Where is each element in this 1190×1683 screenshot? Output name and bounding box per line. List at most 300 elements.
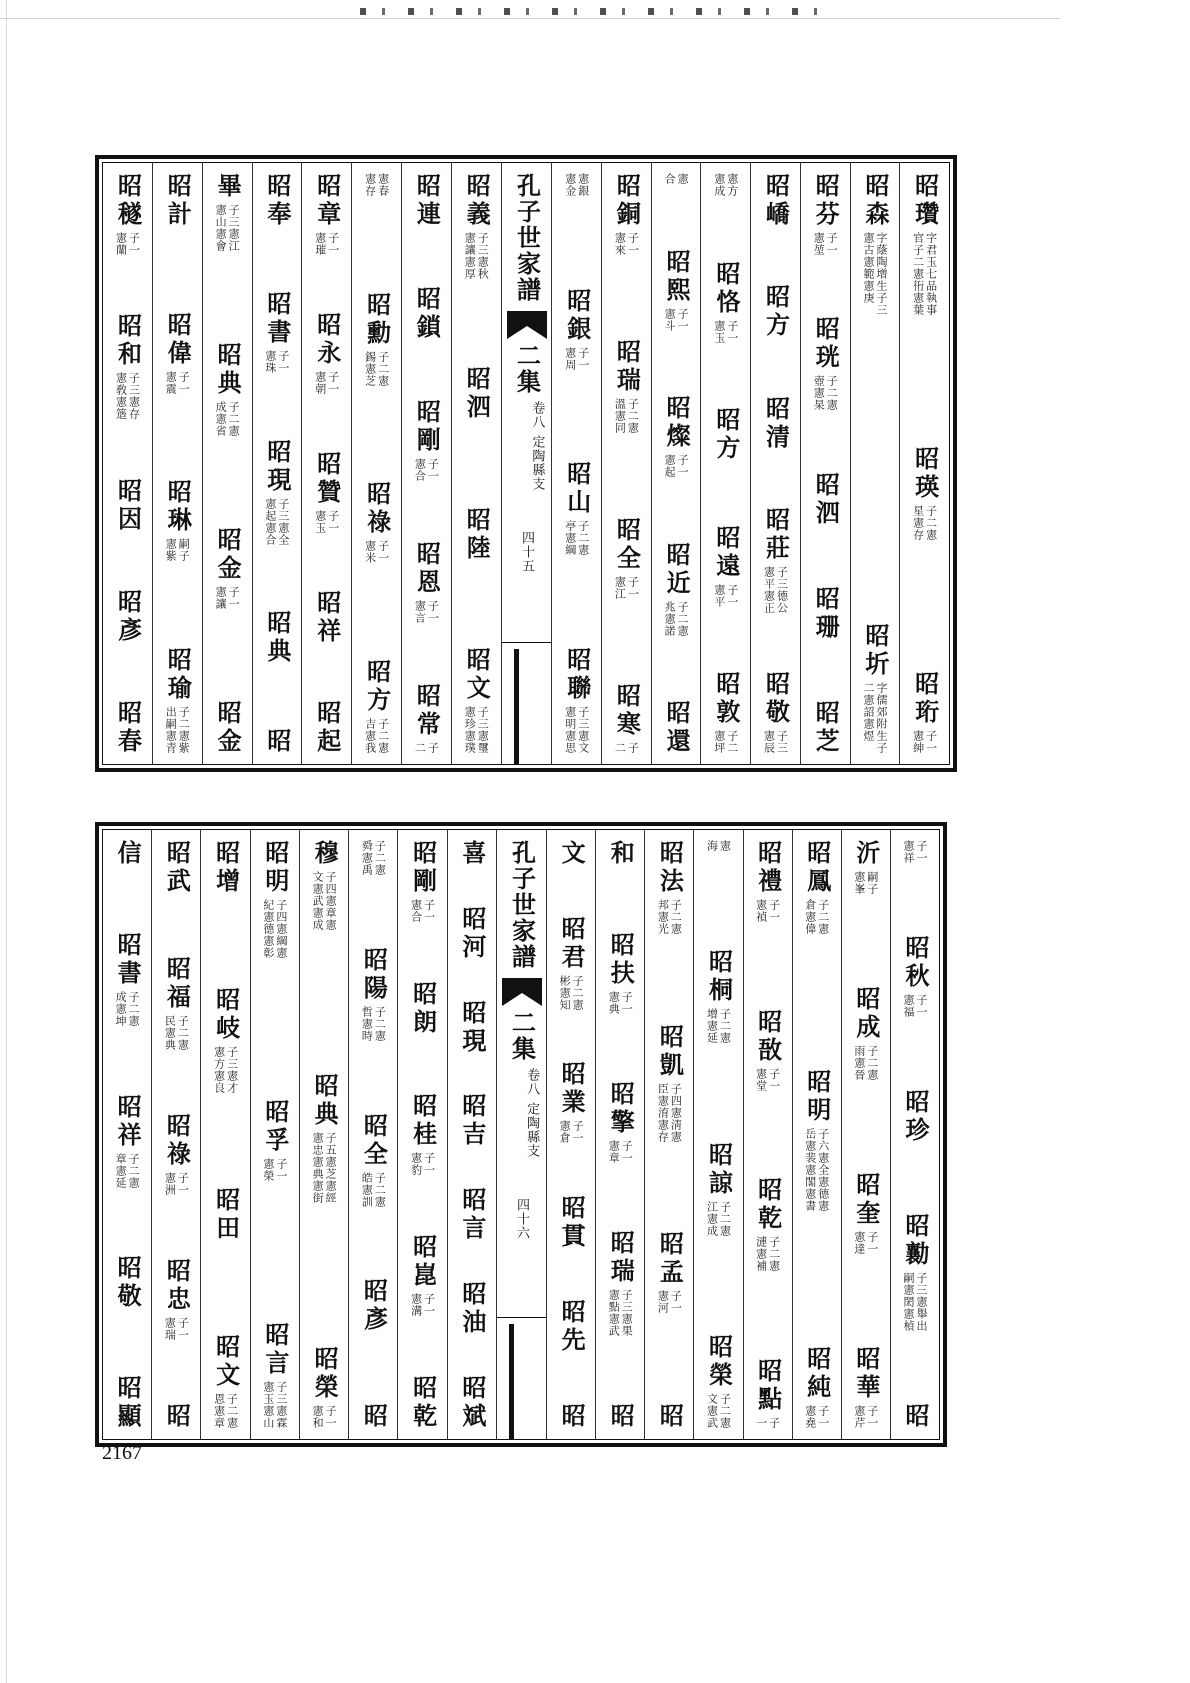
person-note: 憲銀憲金: [563, 173, 590, 197]
genealogy-entry: [264, 291, 290, 376]
person-name: 昭瑞: [612, 339, 642, 395]
person-name: 昭寒: [612, 683, 642, 739]
person-name: 昭全: [359, 1112, 389, 1169]
genealogy-entry: [359, 1278, 389, 1335]
genealogy-entry: [761, 173, 791, 229]
person-note: 子二憲增憲延: [705, 1008, 732, 1045]
genealogy-entry: [462, 646, 492, 756]
person-name: 昭典: [213, 342, 243, 398]
genealogy-entry: [862, 173, 888, 318]
person-name: 昭桂: [408, 1093, 438, 1149]
person-name: 昭恩: [412, 541, 442, 597]
person-name: 昭榮: [704, 1333, 734, 1390]
person-name: 昭章: [312, 173, 342, 229]
genealogy-entry: [113, 477, 143, 534]
genealogy-entry: [704, 1141, 734, 1239]
genealogy-entry: [457, 1187, 487, 1244]
genealogy-entry: [359, 946, 389, 1044]
person-note: 子二憲恩憲章: [212, 1393, 239, 1429]
person-note: 子二憲成憲省: [214, 401, 241, 437]
entry-column: [700, 163, 750, 764]
genealogy-entry: [360, 840, 386, 878]
person-note: 嗣子憲紫: [164, 538, 191, 563]
person-name: 昭敦: [711, 671, 741, 727]
person-name: 昭莊: [761, 506, 791, 563]
person-name: 昭泗: [811, 471, 841, 528]
person-name: 昭偉: [163, 311, 193, 368]
entry-column: [841, 830, 890, 1439]
genealogy-entry: [310, 1073, 340, 1206]
person-name: 昭秋: [900, 934, 930, 991]
person-note: 子二憲錫憲芝: [363, 350, 390, 387]
genealogy-entry: [262, 1099, 288, 1184]
genealogy-entry: [211, 840, 241, 896]
person-name: 信: [113, 840, 143, 868]
genealogy-entry: [462, 506, 492, 563]
person-name: 昭岐: [211, 987, 241, 1043]
person-note: 子一憲福: [901, 993, 928, 1018]
person-name: 昭禮: [753, 840, 783, 896]
person-name: 昭方: [711, 407, 741, 463]
person-note: 子二憲雨憲晉: [852, 1045, 879, 1081]
page-number: 2167: [102, 1442, 142, 1464]
genealogy-entry: [711, 407, 741, 463]
person-note: 字儒郊附生子二憲詔憲煜: [861, 682, 888, 754]
person-name: 昭河: [457, 905, 487, 962]
genealogy-entry: [557, 916, 587, 1013]
person-note: 子二憲兆憲諾: [663, 600, 690, 637]
entry-column: [252, 163, 302, 764]
genealogy-entry: [755, 840, 781, 925]
entry-column: [299, 830, 348, 1439]
genealogy-entry: [755, 1009, 781, 1094]
person-name: 昭義: [462, 173, 492, 229]
entry-column: [103, 830, 151, 1439]
person-name: 昭文: [211, 1334, 241, 1390]
person-note: 子五憲芝憲經憲忠憲典憲街: [311, 1132, 338, 1204]
person-name: 昭典: [262, 609, 292, 666]
left-columns: [103, 163, 501, 764]
genealogy-entry: [163, 646, 193, 756]
genealogy-entry: [655, 1402, 685, 1431]
person-name: 昭斌: [457, 1374, 487, 1431]
person-name: 昭珖: [811, 316, 841, 373]
header-foot-bar: [514, 649, 519, 764]
person-name: 畢: [213, 173, 243, 201]
person-note: 子二憲亭憲綱: [563, 520, 590, 557]
person-note: 子二憲章憲延: [114, 1152, 141, 1189]
person-name: 昭珊: [811, 585, 841, 642]
person-note: 子一憲溝: [409, 1293, 436, 1317]
leaf-number: 四十五: [519, 531, 534, 573]
person-name: 昭彥: [359, 1278, 389, 1335]
person-name: 昭乾: [408, 1375, 438, 1431]
person-name: 穆: [310, 840, 340, 868]
genealogy-entry: [113, 588, 143, 645]
person-note: 子一憲堯: [803, 1405, 830, 1429]
person-note: 子一憲榮: [261, 1158, 288, 1182]
person-note: 子三憲舉出嗣憲閎憲楨: [901, 1272, 928, 1333]
genealogy-entry: [704, 1333, 734, 1431]
genealogy-entry: [408, 981, 438, 1037]
genealogy-entry: [612, 683, 642, 756]
genealogy-entry: [853, 1346, 879, 1431]
genealogy-entry: [359, 1112, 389, 1210]
person-name: 昭金: [213, 700, 243, 756]
person-note: 子四憲淸憲臣憲淯憲存: [656, 1082, 683, 1143]
person-name: 沂: [851, 840, 881, 868]
person-note: 子二憲文憲武: [705, 1392, 732, 1429]
fish-tail-ornament-icon: [507, 311, 547, 339]
person-note: 字君玉七品執事官子二憲衎憲葉: [911, 232, 938, 316]
collection-label: 二集: [507, 1010, 537, 1062]
person-name: 昭吉: [457, 1093, 487, 1150]
person-note: 子一憲斗: [663, 307, 690, 332]
person-name: 昭遠: [711, 524, 741, 581]
person-name: 和: [606, 840, 636, 868]
header-foot-rule: [497, 1317, 546, 1439]
person-name: 昭燦: [662, 395, 692, 451]
genealogy-entry: [213, 987, 239, 1096]
person-name: 昭華: [851, 1346, 881, 1402]
person-name: 昭典: [310, 1073, 340, 1129]
person-note: 子一憲堂: [754, 1067, 781, 1092]
genealogy-entry: [412, 173, 442, 229]
genealogy-entry: [113, 173, 143, 258]
genealogy-entry: [364, 173, 390, 199]
genealogy-entry: [612, 339, 642, 436]
person-note: 子一憲堃: [812, 232, 839, 256]
person-note: 子二憲溫憲同: [613, 398, 640, 434]
person-note: 子三憲文憲明憲思: [563, 705, 590, 754]
person-name: 昭陽: [359, 946, 389, 1003]
person-name: 昭圻: [860, 623, 890, 679]
entry-column: [750, 163, 800, 764]
genealogy-entry: [410, 1093, 436, 1178]
person-name: 昭銀: [562, 287, 592, 344]
person-name: 昭福: [162, 956, 192, 1012]
person-name: 昭君: [557, 916, 587, 973]
genealogy-entry: [113, 1375, 143, 1431]
person-name: 昭芬: [811, 173, 841, 229]
genealogy-entry: [314, 173, 340, 258]
genealogy-entry: [162, 956, 192, 1053]
genealogy-entry: [663, 173, 689, 187]
person-note: 子三憲存憲敎憲簉: [114, 372, 141, 421]
genealogy-entry: [862, 623, 888, 756]
person-note: 子一憲典: [607, 991, 634, 1015]
person-name: 昭武: [162, 840, 192, 896]
genealogy-entry: [713, 671, 739, 756]
genealogy-entry: [312, 700, 342, 756]
genealogy-entry: [211, 1187, 241, 1243]
person-name: 昭孟: [655, 1231, 685, 1288]
person-name: 昭明: [260, 840, 290, 896]
person-note: 子二憲邦憲光: [656, 899, 683, 935]
person-name: 昭起: [312, 700, 342, 756]
person-note: 子二憲江憲成: [705, 1200, 732, 1237]
genealogy-entry: [113, 932, 143, 1029]
person-name: 昭朗: [408, 981, 438, 1037]
person-note: 子二憲哲憲時: [360, 1005, 387, 1042]
person-note: 子二憲民憲典: [163, 1015, 190, 1051]
person-note: 子一憲倉: [558, 1120, 585, 1145]
genealogy-entry: [163, 479, 193, 564]
person-name: 昭文: [462, 646, 492, 703]
person-name: 昭諒: [704, 1141, 734, 1198]
person-name: 昭: [262, 728, 292, 756]
genealogy-entry: [557, 1298, 587, 1355]
person-note: 子三憲秋憲讓憲厚: [463, 232, 490, 280]
genealogy-entry: [811, 585, 841, 642]
genealogy-entry: [564, 288, 590, 373]
person-name: 昭現: [457, 999, 487, 1056]
person-note: 子一憲讓: [214, 586, 241, 610]
genealogy-entry: [761, 284, 791, 341]
person-name: 昭忠: [162, 1258, 192, 1314]
genealogy-entry: [606, 932, 636, 1017]
genealogy-entry: [262, 609, 292, 666]
person-note: 子四憲綱憲紀憲德憲彰: [261, 899, 288, 959]
genealogy-entry: [213, 173, 243, 254]
person-note: 子一憲起: [663, 454, 690, 478]
person-note: 子一憲紳: [911, 730, 938, 754]
genealogy-entry: [804, 1346, 830, 1431]
person-note: 子一憲蘭: [114, 232, 141, 256]
person-name: 昭: [162, 1403, 192, 1431]
genealogy-entry: [557, 840, 587, 868]
person-name: 昭乾: [753, 1177, 783, 1234]
genealogy-entry: [763, 671, 789, 756]
person-name: 昭扶: [606, 932, 636, 988]
genealogy-entry: [912, 446, 938, 543]
collection-label: 二集: [512, 343, 542, 395]
person-note: 憲春憲存: [363, 173, 390, 197]
person-note: 子一: [754, 1416, 781, 1429]
genealogy-entry: [462, 173, 492, 282]
genealogy-entry: [761, 395, 791, 452]
genealogy-entry: [412, 286, 442, 342]
person-note: 子二憲坪: [712, 730, 739, 754]
person-name: 文: [557, 840, 587, 868]
person-name: 昭言: [457, 1187, 487, 1244]
person-note: 子一憲璀: [313, 232, 340, 256]
genealogy-entry: [606, 1230, 636, 1339]
person-note: 子四憲章憲文憲武憲成: [311, 871, 338, 931]
fish-tail-ornament-icon: [502, 978, 542, 1006]
genealogy-entry: [457, 999, 487, 1056]
person-name: 昭金: [213, 527, 243, 583]
genealogy-entry: [364, 659, 390, 756]
entry-column: [202, 163, 252, 764]
genealogy-entry: [606, 840, 636, 868]
person-name: 昭還: [662, 700, 692, 756]
genealogy-entry: [213, 700, 243, 756]
genealogy-entry: [113, 313, 143, 422]
person-name: 昭常: [412, 683, 442, 739]
left-columns: [103, 830, 496, 1439]
person-note: 子二: [613, 742, 640, 754]
person-note: 子二憲舜憲禹: [360, 840, 387, 876]
genealogy-entry: [755, 1358, 781, 1431]
entry-column: [351, 163, 401, 764]
genealogy-entry: [853, 1172, 879, 1257]
person-name: 昭擎: [606, 1081, 636, 1137]
person-name: 昭銅: [612, 173, 642, 229]
person-note: 子一憲祥: [901, 840, 928, 864]
genealogy-entry: [755, 1177, 781, 1274]
book-title: 孔子世家譜: [507, 840, 537, 970]
person-name: 昭祥: [312, 590, 342, 646]
person-name: 昭方: [761, 284, 791, 341]
genealogy-entry: [162, 840, 192, 896]
genealogy-entry: [262, 840, 288, 961]
genealogy-entry: [314, 312, 340, 397]
entry-column: [152, 163, 202, 764]
person-note: 子一憲芹: [852, 1405, 879, 1429]
person-note: 子一憲合: [409, 899, 436, 923]
scan-top-artifact: [360, 8, 830, 15]
genealogy-entry: [113, 1254, 143, 1311]
genealogy-entry: [113, 840, 143, 868]
person-name: 昭彥: [113, 588, 143, 645]
genealogy-entry: [606, 1403, 636, 1431]
person-name: 昭點: [753, 1357, 783, 1414]
genealogy-entry: [763, 507, 789, 616]
entry-column: [401, 163, 451, 764]
genealogy-entry: [364, 481, 390, 566]
scan-top-rule: [0, 18, 1060, 19]
person-note: 子一憲洲: [163, 1172, 190, 1196]
right-columns: [546, 830, 939, 1439]
person-note: 憲方憲成: [712, 173, 739, 197]
person-name: 昭近: [662, 541, 692, 598]
entry-column: [200, 830, 249, 1439]
genealogy-entry: [853, 840, 879, 897]
person-name: 昭田: [211, 1187, 241, 1243]
genealogy-entry: [902, 935, 928, 1020]
genealogy-entry: [713, 173, 739, 199]
person-name: 昭: [606, 1403, 636, 1431]
genealogy-entry: [457, 840, 487, 868]
genealogy-entry: [457, 1093, 487, 1150]
volume-label: 卷八: [524, 1068, 540, 1096]
genealogy-entry: [557, 1402, 587, 1431]
person-name: 昭芝: [811, 700, 841, 756]
genealogy-entry: [804, 840, 830, 937]
person-note: 子一憲來: [613, 232, 640, 256]
volume-label: 卷八: [529, 401, 545, 429]
genealogy-entry: [462, 366, 492, 423]
person-name: 昭瑞: [606, 1230, 636, 1286]
genealogy-entry: [162, 1258, 192, 1343]
genealogy-entry: [713, 525, 739, 610]
person-name: 昭春: [113, 700, 143, 756]
person-name: 昭祿: [162, 1113, 192, 1169]
genealogy-entry: [912, 173, 938, 318]
genealogy-entry: [312, 590, 342, 646]
person-name: 昭瑜: [163, 646, 193, 703]
header-foot-bar: [509, 1324, 514, 1439]
person-name: 昭陸: [462, 506, 492, 563]
person-note: 子一憲豹: [409, 1152, 436, 1176]
center-header-column: [496, 830, 546, 1439]
person-name: 昭方: [362, 658, 392, 715]
person-name: 昭成: [851, 986, 881, 1042]
person-name: 昭: [359, 1403, 389, 1431]
genealogy-entry: [564, 461, 590, 558]
scan-edge-line: [6, 0, 7, 1683]
genealogy-entry: [612, 517, 642, 602]
genealogy-entry: [655, 1023, 685, 1145]
person-note: 子三憲璽憲珍憲璞: [463, 705, 490, 754]
genealogy-entry: [612, 173, 642, 258]
branch-label: 定陶縣支: [524, 1102, 540, 1158]
genealogy-entry: [113, 1093, 143, 1191]
person-name: 昭剛: [408, 840, 438, 896]
person-note: 子一憲禎: [754, 899, 781, 923]
genealogy-entry: [213, 527, 243, 612]
right-columns: [551, 163, 949, 764]
person-note: 子二憲漣憲補: [754, 1236, 781, 1273]
person-name: 昭清: [761, 395, 791, 452]
person-name: 昭: [900, 1403, 930, 1431]
genealogy-entry: [410, 840, 436, 925]
person-note: 子一憲河: [656, 1290, 683, 1315]
genealogy-entry: [162, 1403, 192, 1431]
header-foot-rule: [502, 642, 552, 764]
entry-column: [546, 830, 595, 1439]
person-note: 子二憲星憲存: [911, 505, 938, 541]
person-note: 憲合: [663, 173, 690, 185]
person-note: 子三憲果憲點憲武: [607, 1289, 634, 1337]
person-name: 昭穟: [113, 173, 143, 229]
genealogy-entry: [662, 248, 692, 334]
person-note: 子三憲才憲方憲良: [212, 1046, 239, 1094]
genealogy-entry: [811, 173, 841, 258]
genealogy-entry: [713, 261, 739, 346]
person-name: 昭鳳: [802, 840, 832, 896]
entry-column: [348, 830, 397, 1439]
person-name: 昭鎖: [412, 286, 442, 342]
person-name: 昭熙: [662, 248, 692, 305]
person-note: 子三德公憲平憲正: [762, 565, 789, 614]
person-name: 昭崑: [408, 1234, 438, 1290]
person-note: 子一憲江: [613, 576, 640, 600]
person-note: 子一憲珠: [263, 350, 290, 375]
person-name: 昭山: [562, 461, 592, 518]
person-note: 子二憲倉憲偉: [803, 899, 830, 935]
entry-column: [644, 830, 693, 1439]
person-name: 昭琳: [163, 479, 193, 536]
person-name: 昭連: [412, 173, 442, 229]
person-name: 昭祥: [113, 1093, 143, 1150]
genealogy-panel-upper: [95, 155, 957, 772]
entry-column: [595, 830, 644, 1439]
person-name: 昭勷: [900, 1213, 930, 1270]
person-name: 昭瓚: [910, 173, 940, 229]
person-name: 昭書: [113, 932, 143, 989]
person-note: 子二憲成憲坤: [114, 991, 141, 1028]
genealogy-entry: [162, 1113, 192, 1198]
person-name: 喜: [457, 840, 487, 868]
genealogy-panel-lower: [95, 822, 947, 1447]
panel-frame: [102, 162, 950, 765]
person-note: 子一憲玉: [313, 510, 340, 534]
genealogy-entry: [662, 700, 692, 756]
genealogy-entry: [408, 1375, 438, 1431]
person-note: 子一憲和: [311, 1405, 338, 1429]
